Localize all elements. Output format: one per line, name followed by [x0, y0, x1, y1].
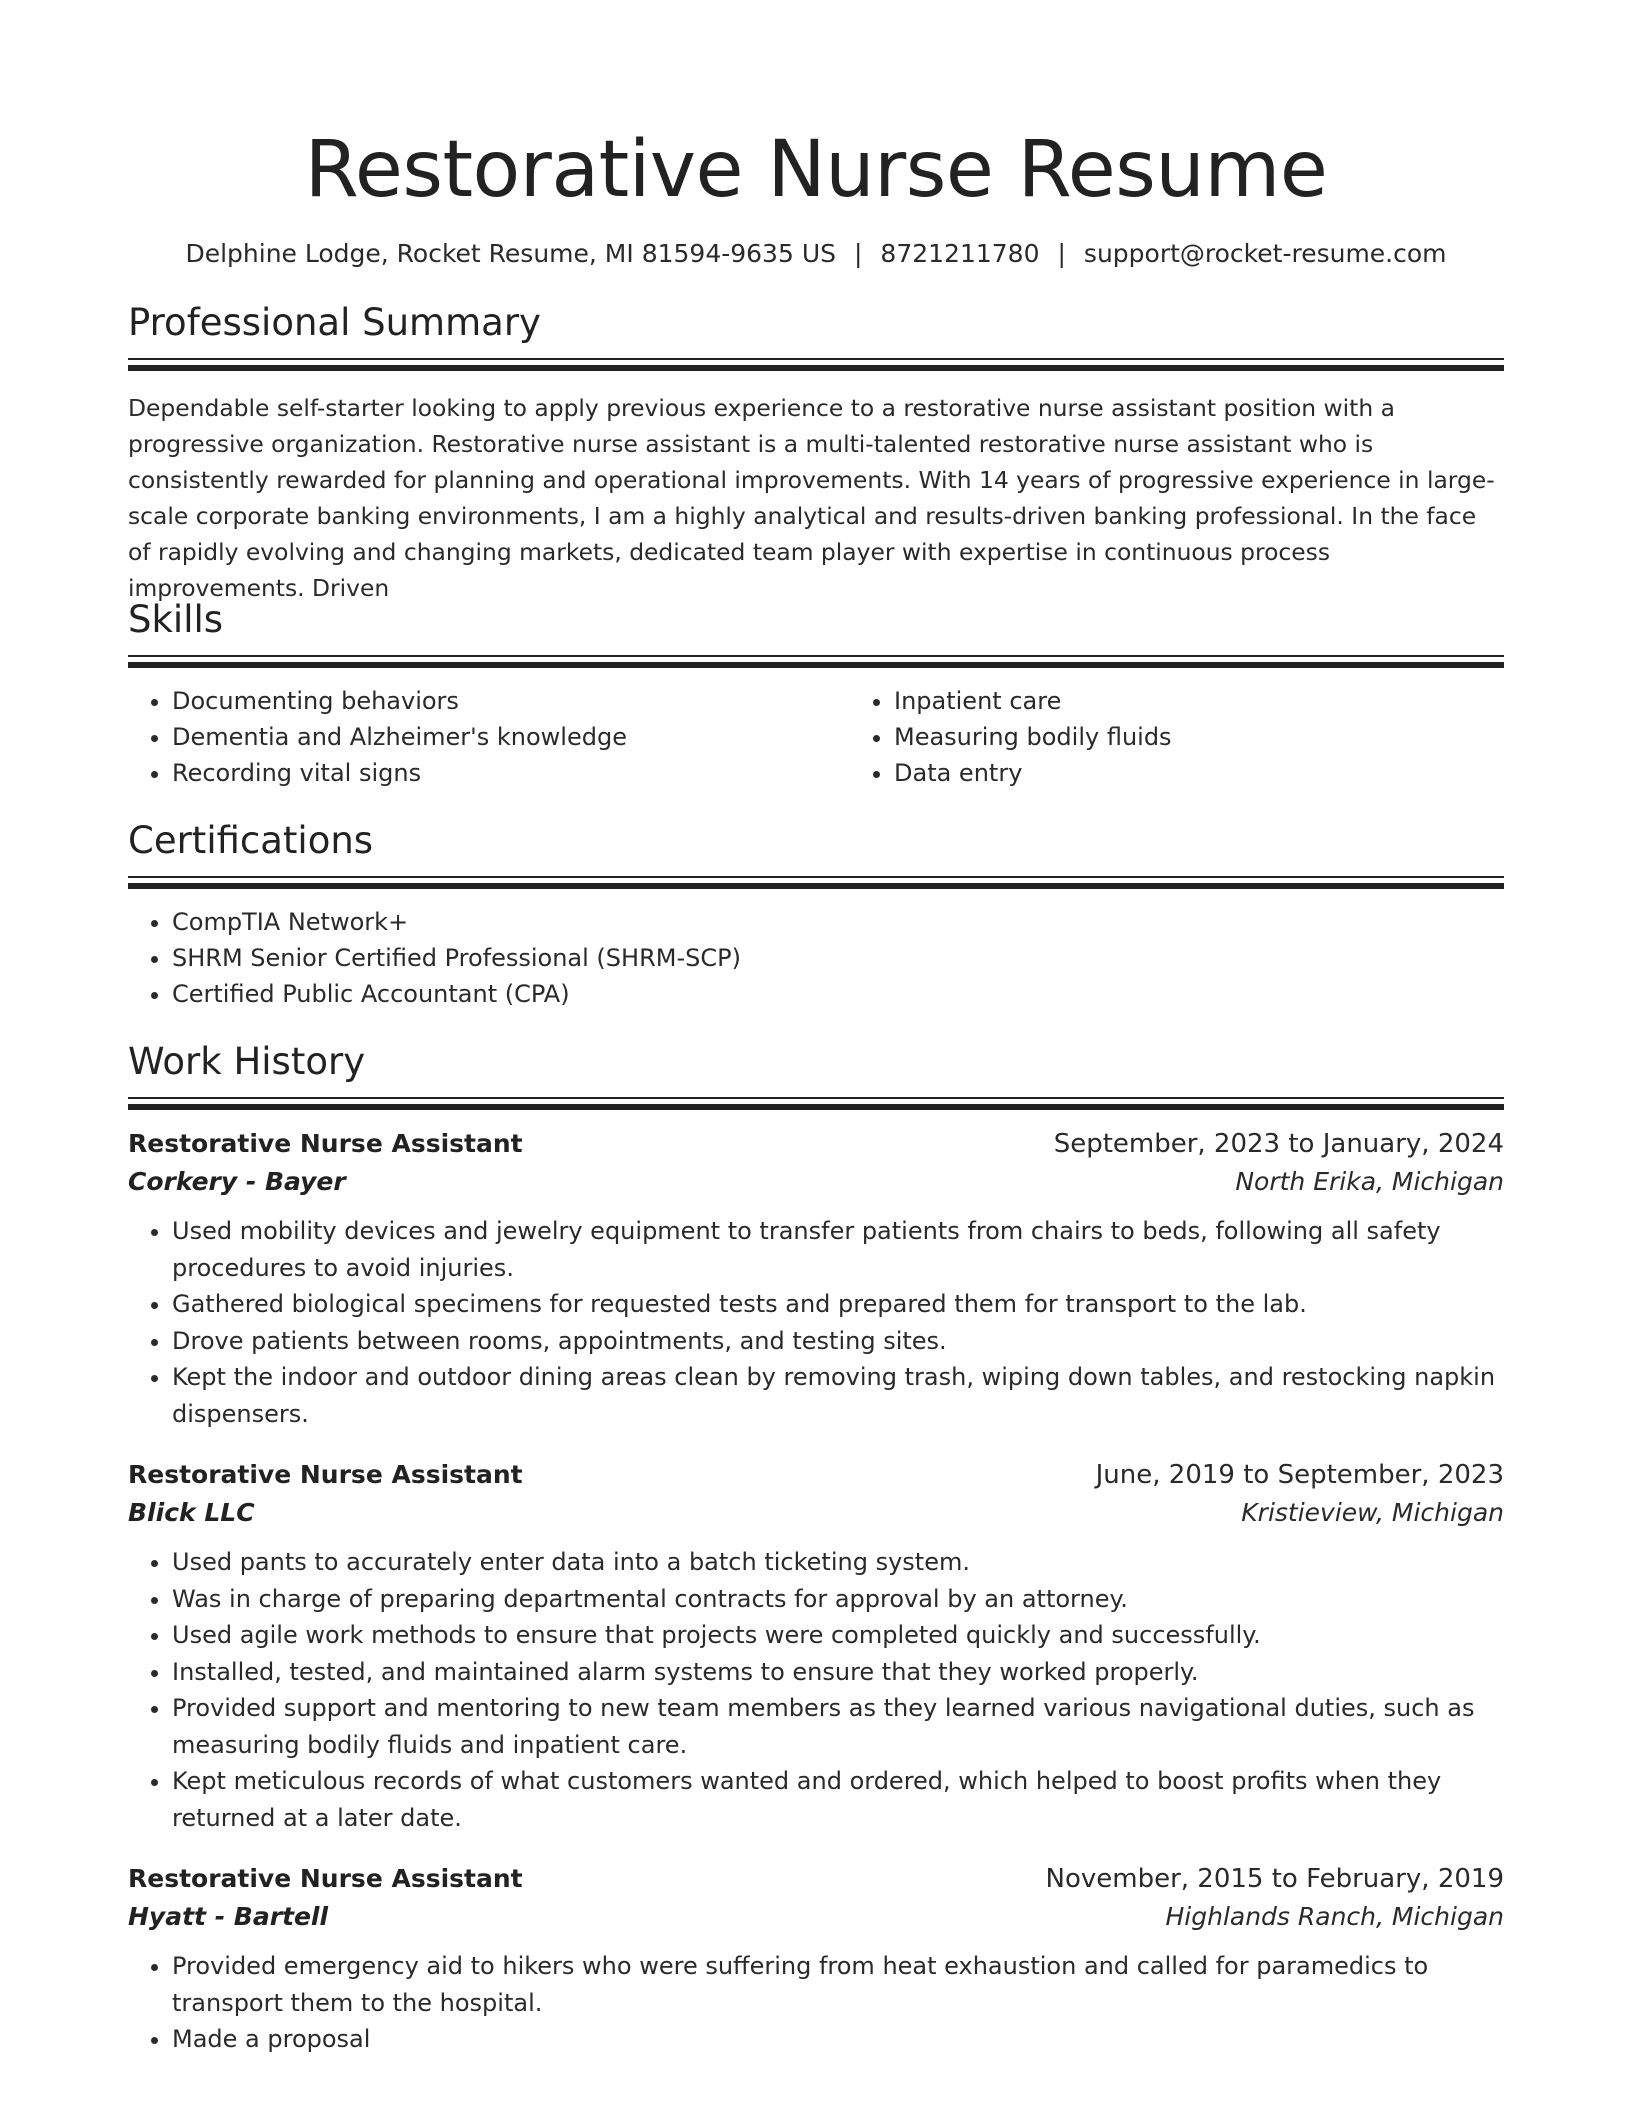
job-entry [128, 1125, 1504, 1432]
job-header [128, 1125, 1504, 1163]
certifications-list [128, 904, 1504, 1012]
job-bullets [128, 1948, 1504, 2058]
contact-separator: | [1057, 239, 1066, 268]
contact-line [128, 238, 1504, 270]
resume-title: Restorative Nurse Resume [304, 125, 1328, 215]
job-header [128, 1860, 1504, 1898]
job-bullets [128, 1544, 1504, 1836]
job-dates: September, 2023 to January, 2024 [1053, 1129, 1504, 1159]
job-title: Restorative Nurse Assistant [128, 1460, 523, 1489]
section-title-skills: Skills [128, 598, 224, 641]
job-bullet: • Provided support and mentoring to new team members as they learned various navigational duties, such as measuring bodily fluids and inpatient care. [172, 1690, 1504, 1763]
section-divider [128, 1097, 1504, 1107]
job-location: North Erika, Michigan [1235, 1167, 1504, 1196]
certifications-section [128, 818, 1504, 1012]
resume-page [128, 0, 1504, 2058]
job-bullet: • Made a proposal [172, 2021, 1504, 2058]
skills-grid [128, 683, 1504, 791]
job-location: Kristieview, Michigan [1241, 1498, 1504, 1527]
job-bullet: • Provided emergency aid to hikers who were suffering from heat exhaustion and called for paramedics to transport them to the hospital. [172, 1948, 1504, 2021]
job-header [128, 1456, 1504, 1494]
job-bullet: • Was in charge of preparing departmental contracts for approval by an attorney. [172, 1581, 1504, 1618]
job-company: Blick LLC [128, 1498, 255, 1527]
section-divider [128, 876, 1504, 886]
skills-section [128, 597, 1504, 791]
section-title-summary: Professional Summary [128, 301, 541, 344]
skill-item: • Data entry [894, 755, 1572, 791]
job-dates: November, 2015 to February, 2019 [1045, 1864, 1504, 1894]
certification-item: • Certified Public Accountant (CPA) [172, 976, 1504, 1012]
job-company: Corkery - Bayer [128, 1167, 346, 1196]
job-location: Highlands Ranch, Michigan [1165, 1902, 1504, 1931]
section-title-work-history: Work History [128, 1040, 366, 1083]
job-bullet: • Gathered biological specimens for requested tests and prepared them for transport to the lab. [172, 1286, 1504, 1323]
job-bullets [128, 1213, 1504, 1432]
job-subheader [128, 1898, 1504, 1936]
job-bullet: • Drove patients between rooms, appointments, and testing sites. [172, 1323, 1504, 1360]
skill-item: • Measuring bodily fluids [894, 719, 1572, 755]
skill-item: • Documenting behaviors [172, 683, 850, 719]
job-entry [128, 1456, 1504, 1836]
job-title: Restorative Nurse Assistant [128, 1864, 523, 1893]
job-subheader [128, 1494, 1504, 1532]
contact-email: support@rocket-resume.com [1083, 239, 1447, 268]
skill-item: • Recording vital signs [172, 755, 850, 791]
skill-item: • Inpatient care [894, 683, 1572, 719]
job-dates: June, 2019 to September, 2023 [1095, 1460, 1504, 1490]
skills-list-left [128, 683, 850, 791]
certification-item: • SHRM Senior Certified Professional (SHRM-SCP) [172, 940, 1504, 976]
job-bullet: • Kept meticulous records of what customers wanted and ordered, which helped to boost profits when they returned at a later date. [172, 1763, 1504, 1836]
section-divider [128, 655, 1504, 665]
job-title: Restorative Nurse Assistant [128, 1129, 523, 1158]
job-bullet: • Kept the indoor and outdoor dining areas clean by removing trash, wiping down tables, and restocking napkin dispensers. [172, 1359, 1504, 1432]
skill-item: • Dementia and Alzheimer's knowledge [172, 719, 850, 755]
contact-phone: 8721211780 [880, 239, 1040, 268]
work-history-section [128, 1039, 1504, 2058]
job-bullet: • Installed, tested, and maintained alarm systems to ensure that they worked properly. [172, 1654, 1504, 1691]
job-entry [128, 1860, 1504, 2058]
job-bullet: • Used mobility devices and jewelry equipment to transfer patients from chairs to beds, following all safety procedures to avoid injuries. [172, 1213, 1504, 1286]
certification-item: • CompTIA Network+ [172, 904, 1504, 940]
section-title-certifications: Certifications [128, 819, 374, 862]
skills-list-right [850, 683, 1572, 791]
section-divider [128, 358, 1504, 368]
job-subheader [128, 1163, 1504, 1201]
job-company: Hyatt - Bartell [128, 1902, 329, 1931]
summary-text: Dependable self-starter looking to apply previous experience to a restorative nurse assistant position with a progressive organization. Restorative nurse assistant is a multi-talented restorative nurse assistant who is consistently rewarded for planning and operational improvements. With 14 years of progressive experience in large-scale corporate banking environments, I am a highly analytical and results-driven banking professional. In the face of rapidly evolving and changing markets, dedicated team player with expertise in continuous process improvements. Driven [128, 394, 1495, 602]
contact-address: Delphine Lodge, Rocket Resume, MI 81594-9635 US [185, 239, 836, 268]
job-bullet: • Used pants to accurately enter data into a batch ticketing system. [172, 1544, 1504, 1581]
contact-separator: | [853, 239, 863, 268]
job-bullet: • Used agile work methods to ensure that projects were completed quickly and successfully. [172, 1617, 1504, 1654]
summary-section [128, 300, 1504, 602]
